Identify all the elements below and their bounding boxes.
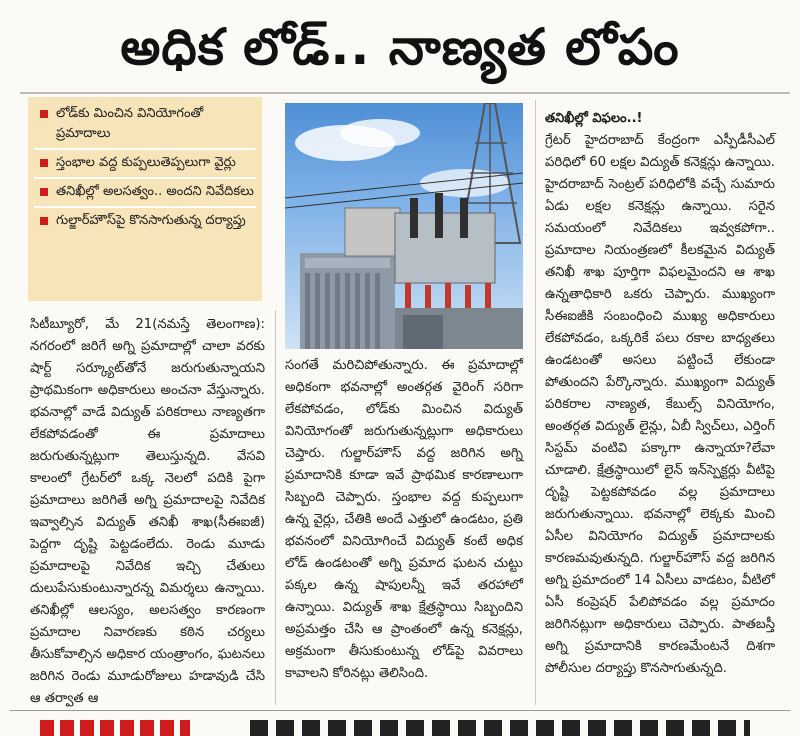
highlight-item [34,101,256,150]
cutoff-headline-dark [250,720,750,736]
highlight-item [34,150,256,179]
highlight-text: గుల్జార్‌హౌస్‌పై కొనసాగుతున్న దర్యాప్తు [56,213,246,228]
article-paragraph: సంగతే మరిచిపోతున్నారు. ఈ ప్రమాదాల్లో అధికంగా భవనాల్లో అంతర్గత వైరింగ్ సరిగా లేకపోవడం, లోడ్‌కు మించిన విద్యుత్ వినియోగంతో జరుగుతున్నట్లుగా అధికారులు చెప్తారు. గుల్జార్‌హౌస్ వద్ద జరిగిన అగ్ని ప్రమాదానికి కూడా ఇవే ప్రాథమిక కారణాలుగా సిబ్బంది చెప్పారు. స్తంభాల వద్ద కుప్పలుగా ఉన్న వైర్లు, చేతికి అందే ఎత్తులో ఉండటం, ప్రతి భవనంలో వినియోగించే విద్యుత్ కంటే అధిక లోడ్ ఉండటంతో అగ్ని ప్రమాద ఘటన చుట్టు పక్కల ఉన్న షాపులన్నీ ఇవే తరహాలో ఉన్నాయి. విద్యుత్ శాఖ క్షేత్రస్థాయి సిబ్బందిని అప్రమత్తం చేసి ఆ ప్రాంతంలో ఉన్న కనెక్షన్లు, అక్రమంగా తీసుకుంటున్న లోడ్‌పై వివరాలు కావాలని కోరినట్లు తెలిసింది. [285,358,523,681]
headline: అధిక లోడ్.. నాణ్యత లోపం [120,18,680,76]
highlight-item [34,208,256,235]
column-divider [275,310,276,705]
bottom-rule [10,710,790,711]
headline-rule [20,92,790,94]
transformer-illustration [285,103,523,349]
article-column-1 [30,314,265,710]
highlight-text: స్తంభాల వద్ద కుప్పలుతెప్పలుగా వైర్లు [56,155,236,170]
bullet-square-icon [40,217,48,225]
next-article-cutoff [0,716,800,736]
article-column-3 [545,108,775,680]
highlights-box [28,97,262,301]
section-subhead: తనిఖీల్లో విఫలం..! [545,111,643,126]
bullet-square-icon [40,188,48,196]
bullet-square-icon [40,110,48,118]
bullet-square-icon [40,159,48,167]
article-column-2 [285,355,523,685]
highlight-text: తనిఖీల్లో అలసత్వం.. అందని నివేదికలు [56,184,254,199]
article-paragraph: సిటీబ్యూరో, మే 21(నమస్తే తెలంగాణ): నగరంలో జరిగే అగ్ని ప్రమాదాల్లో చాలా వరకు షార్ట్ సర్క్యూట్‌తోనే జరుగుతున్నాయని ప్రాథమికంగా అధికారులు అంచనా వేస్తున్నారు. భవనాల్లో వాడే విద్యుత్ పరికరాలు నాణ్యతగా లేకపోవడంతో ఈ ప్రమాదాలు జరుగుతున్నట్లుగా తెలుస్తున్నది. వేసవి కాలంలో గ్రేటర్‌లో ఒక్క నెలలో పదికి పైగా ప్రమాదాలు జరిగితే అగ్ని ప్రమాదాలపై నివేదిక ఇవ్వాల్సిన విద్యుత్ తనిఖీ శాఖ(సీఈఐజీ) పెద్దగా దృష్టి పెట్టడంలేదు. రెండు మూడు ప్రమాదాలపై నివేదిక ఇచ్చి చేతులు దులుపేసుకుంటున్నారన్న విమర్శలు ఉన్నాయి. తనిఖీల్లో ఆలస్యం, అలసత్వం కారణంగా ప్రమాదాల నివారణకు కఠిన చర్యలు తీసుకోవాల్సిన అధికార యంత్రాంగం, ఘటనలు జరిగిన రెండు మూడురోజులు హడావుడి చేసి ఆ తర్వాత ఆ [30,317,265,706]
transformer-photo [285,103,523,349]
highlight-item [34,179,256,208]
article-paragraph: గ్రేటర్ హైదరాబాద్ కేంద్రంగా ఎస్పీడీసీఎల్ పరిధిలో 60 లక్షల విద్యుత్ కనెక్షన్లు ఉన్నాయి. హైదరాబాద్ సెంట్రల్ పరిధిలోకి వచ్చే సుమారు ఏడు లక్షల కనెక్షన్లు ఉన్నాయి. సరైన సమయంలో నివేదికలు ఇవ్వకపోగా.. ప్రమాదాల నియంత్రణలో కీలకమైన విద్యుత్ తనిఖీ శాఖ పూర్తిగా విఫలమైందని ఆ శాఖ ఉన్నతాధికారి ఒకరు చెప్పారు. ముఖ్యంగా సీఈఐజీకి సంబంధించి ముఖ్య అధికారులు లేకపోవడం, ఒక్కరికే పలు రకాల బాధ్యతలు ఉండటంతో అసలు పట్టించే లేకుండా పోతుందని పేర్కొన్నారు. ముఖ్యంగా విద్యుత్ పరికరాల నాణ్యత, కేబుల్స్ వినియోగం, అంతర్గత విద్యుత్ లైన్లు, ఏబీ స్విచ్‌లు, ఎర్తింగ్ సిస్టమ్ వంటివి పక్కాగా ఉన్నాయా?లేవా చూడాలి. క్షేత్రస్థాయిలో లైన్ ఇన్‌స్పెక్టర్లు వీటిపై దృష్టి పెట్టకపోవడం వల్ల ప్రమాదాలు జరుగుతున్నాయి. భవనాల్లో లెక్కకు మించి ఏసీల వినియోగం విద్యుత్ ప్రమాదాలకు కారణమవుతున్నది. గుల్జార్‌హౌస్ వద్ద జరిగిన అగ్ని ప్రమాదంలో 14 ఏసీలు వాడటం, వీటిలో ఏసీ కంప్రెషర్ పేలిపోవడం వల్ల ప్రమాదం జరిగినట్లుగా అధికారులు చెప్పారు. పాతబస్తీ అగ్ని ప్రమాదానికి కారణమేంటనే దిశగా పోలీసుల దర్యాప్తు కొనసాగుతున్నది. [545,133,775,676]
cutoff-headline-red [40,720,190,736]
highlight-text: లోడ్‌కు మించిన వినియోగంతో ప్రమాదాలు [56,106,204,141]
column-divider [535,100,536,705]
